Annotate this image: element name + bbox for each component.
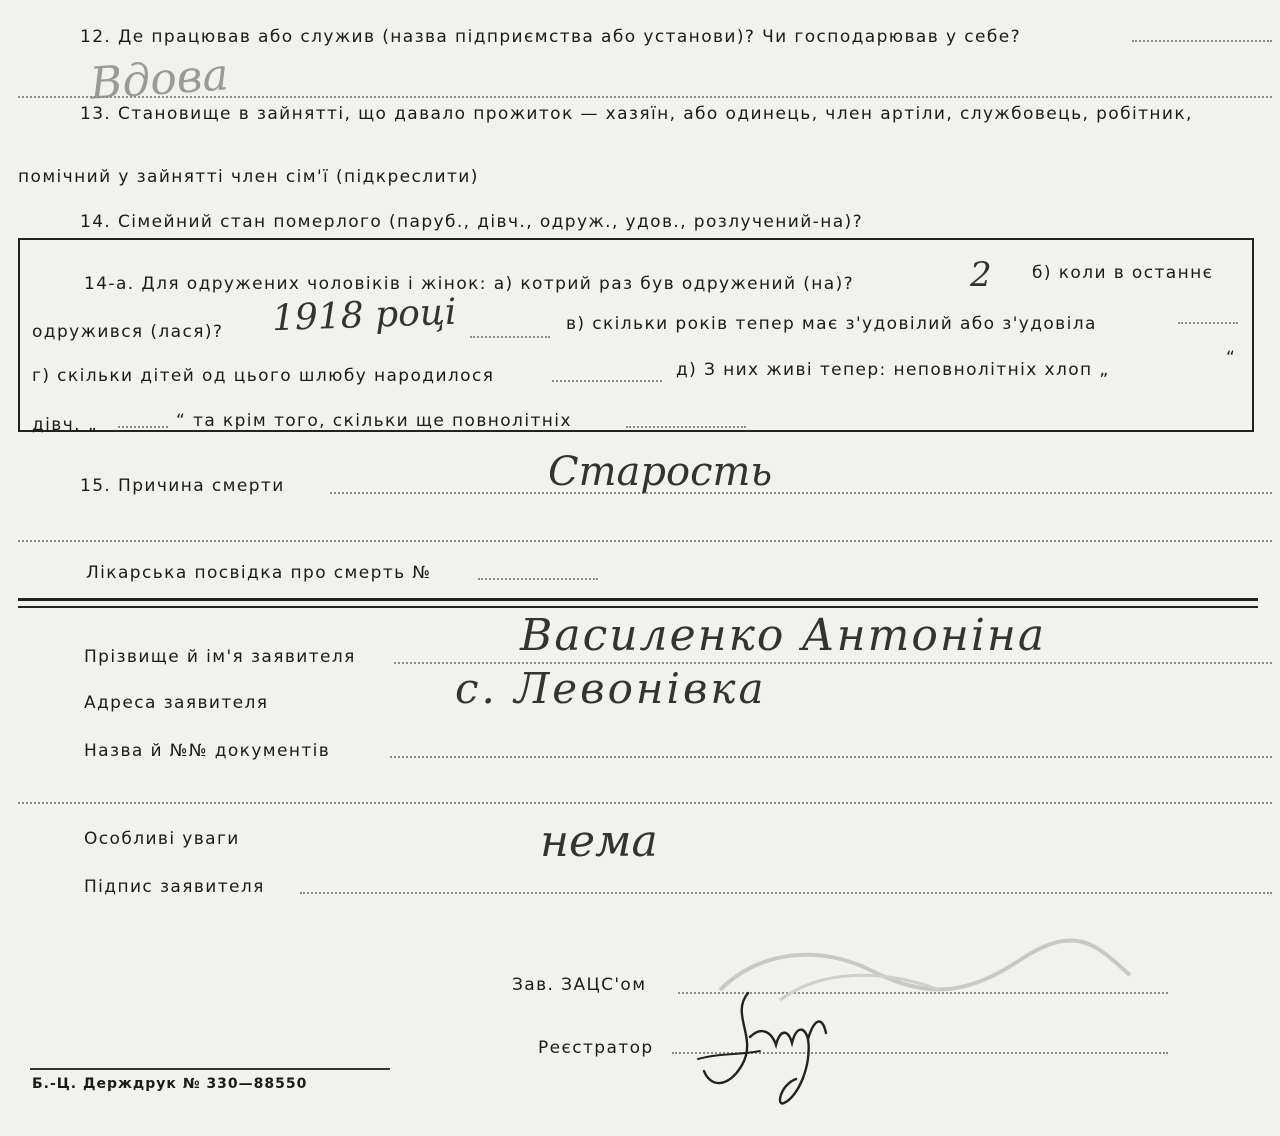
registrar-label: Реєстратор [538,1038,654,1058]
documents-label: Назва й №№ документів [84,741,331,761]
section-14a-line1-text: 14-а. Для одружених чоловіків і жінок: а) котрий раз був одружений (на)? [84,274,855,294]
printer-imprint: Б.-Ц. Держдрук № 330—88550 [32,1076,308,1092]
marriage-year-value: 1918 році [271,291,458,340]
section-14a-line4-text: дівч. „ [32,415,98,435]
registrar-signature [680,975,850,1115]
children-born-fill-line [552,380,662,382]
adults-fill-line [626,426,746,428]
widowed-years-fill-line [1178,322,1238,324]
applicant-address-label: Адреса заявителя [84,693,269,713]
applicant-name-value: Василенко Антоніна [520,610,1047,661]
cause-of-death-continuation-line [18,540,1272,542]
section-14a-line3-b: д) З них живі тепер: неповнолітніх хлоп „ [676,360,1110,380]
special-notes-value: нема [540,816,658,867]
documents-fill-line [390,756,1272,758]
section-12-continuation-line [18,96,1272,98]
section-12-label: 12. Де працював або служив (назва підприємства або установи)? Чи господарював у себе? [80,27,1021,47]
section-14a-line3-close-quote: “ [1226,348,1237,368]
special-notes-label: Особливі уваги [84,829,240,849]
section-14a-line2-b: в) скільки років тепер має з'удовілий або з'удовіла [566,314,1097,334]
section-divider-upper [18,598,1258,601]
medical-certificate-fill-line [478,578,598,580]
cause-of-death-fill-line [330,492,1272,494]
applicant-address-value: с. Левонівка [455,664,767,713]
section-12-handwritten-value: Вдова [88,49,231,110]
section-14a-line2-text: одружився (лася)? [32,322,224,342]
marriage-year-fill-line [470,336,550,338]
footer-rule [30,1068,390,1070]
section-14a-line3-text: г) скільки дітей од цього шлюбу народилося [32,366,495,386]
times-married-value: 2 [970,255,992,295]
applicant-signature-fill-line [300,892,1272,894]
section-14-label: 14. Сімейний стан померлого (паруб., дівч., одруж., удов., розлучений-на)? [80,212,863,232]
applicant-signature-label: Підпис заявителя [84,877,265,897]
head-of-registry-label: Зав. ЗАЦС'ом [512,975,647,995]
section-13-label-line1: 13. Становище в зайнятті, що давало прожиток — хазяїн, або одинець, член артіли, службовець, робітник, [80,104,1193,124]
section-14a-line4-b: “ та крім того, скільки ще повнолітніх [176,411,572,431]
section-14a-line1-b: б) коли в останнє [1032,263,1214,283]
applicant-name-label: Прізвище й ім'я заявителя [84,647,356,667]
section-13-label-line2: помічний у зайнятті член сім'ї (підкреслити) [18,167,479,187]
cause-of-death-value: Старость [548,449,773,495]
section-12-fill-line [1132,40,1272,42]
section-15-label: 15. Причина смерти [80,476,285,496]
medical-certificate-label: Лікарська посвідка про смерть № [86,563,432,583]
section-divider-lower [18,606,1258,608]
documents-continuation-line [18,802,1272,804]
girls-fill-line [118,426,168,428]
